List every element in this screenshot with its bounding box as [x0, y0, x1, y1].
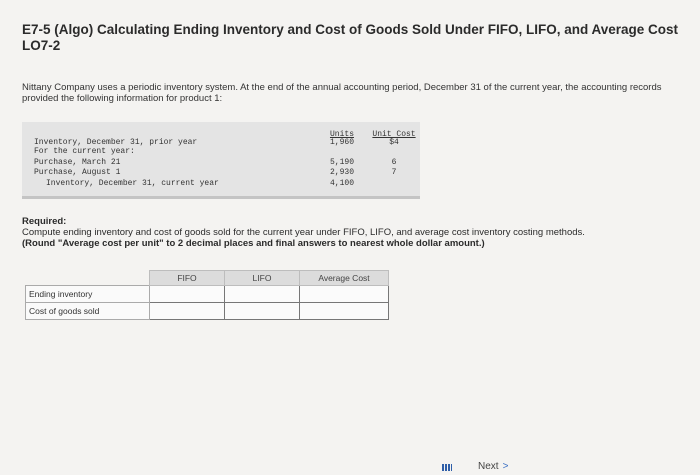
cogs-average-input[interactable]: [300, 303, 388, 319]
ending-inventory-label: Ending inventory: [26, 286, 150, 303]
ending-inventory-average-input[interactable]: [300, 286, 388, 302]
footer-bar: [420, 460, 700, 475]
inventory-row-label: Purchase, August 1: [34, 168, 121, 177]
inventory-row: [34, 158, 414, 168]
problem-intro: Nittany Company uses a periodic inventory system. At the end of the annual accounting period, December 31 of the current year, the accounting records provided the following information for product 1:: [22, 82, 662, 104]
blank-header: [26, 271, 150, 286]
inventory-row: [34, 147, 414, 157]
cost-of-goods-sold-label: Cost of goods sold: [26, 303, 150, 320]
inventory-row-units: 1,960: [329, 138, 354, 147]
cogs-fifo-input[interactable]: [150, 303, 224, 319]
next-button[interactable]: [478, 461, 508, 472]
cogs-lifo-input[interactable]: [225, 303, 299, 319]
inventory-row: [34, 168, 414, 178]
inventory-row-cost: 7: [391, 168, 397, 177]
required-heading: Required:: [22, 216, 67, 227]
ending-inventory-lifo-cell[interactable]: [225, 286, 300, 303]
cogs-lifo-cell[interactable]: [225, 303, 300, 320]
inventory-row-label: For the current year:: [34, 147, 135, 156]
units-header: Units: [329, 130, 354, 139]
ending-inventory-average-cell[interactable]: [300, 286, 389, 303]
lifo-column-header: LIFO: [225, 271, 300, 286]
inventory-data-table: [22, 122, 420, 199]
cogs-average-cell[interactable]: [300, 303, 389, 320]
cost-of-goods-sold-row: [26, 303, 389, 320]
inventory-row: [34, 179, 414, 189]
ending-inventory-fifo-input[interactable]: [150, 286, 224, 302]
rounding-note: (Round "Average cost per unit" to 2 decimal places and final answers to nearest whole dollar amount.): [22, 238, 485, 249]
question-title: [22, 22, 682, 54]
average-cost-column-header: Average Cost: [300, 271, 389, 286]
answer-table: [25, 270, 389, 320]
inventory-row-cost: 6: [391, 158, 397, 167]
inventory-row-label: Inventory, December 31, current year: [46, 179, 219, 188]
inventory-row-label: Inventory, December 31, prior year: [34, 138, 198, 147]
answer-header-row: [26, 271, 389, 286]
next-label: Next: [478, 461, 499, 472]
ending-inventory-row: [26, 286, 389, 303]
required-text: Compute ending inventory and cost of goods sold for the current year under FIFO, LIFO, and average cost inventory costing methods.: [22, 227, 585, 238]
required-section: [22, 216, 692, 249]
unit-cost-header: Unit Cost: [372, 130, 416, 139]
cogs-fifo-cell[interactable]: [150, 303, 225, 320]
ending-inventory-lifo-input[interactable]: [225, 286, 299, 302]
inventory-row-label: Purchase, March 21: [34, 158, 121, 167]
inventory-row-units: 2,930: [329, 168, 354, 177]
learning-objective-code: LO7-2: [22, 38, 61, 53]
question-grid-icon[interactable]: [442, 464, 452, 471]
ending-inventory-fifo-cell[interactable]: [150, 286, 225, 303]
inventory-row-units: 5,190: [329, 158, 354, 167]
chevron-right-icon: >: [502, 461, 509, 472]
fifo-column-header: FIFO: [150, 271, 225, 286]
inventory-row-cost: $4: [389, 138, 399, 147]
title-text: E7-5 (Algo) Calculating Ending Inventory and Cost of Goods Sold Under FIFO, LIFO, and Average Cost: [22, 22, 679, 37]
inventory-row-units: 4,100: [329, 179, 354, 188]
